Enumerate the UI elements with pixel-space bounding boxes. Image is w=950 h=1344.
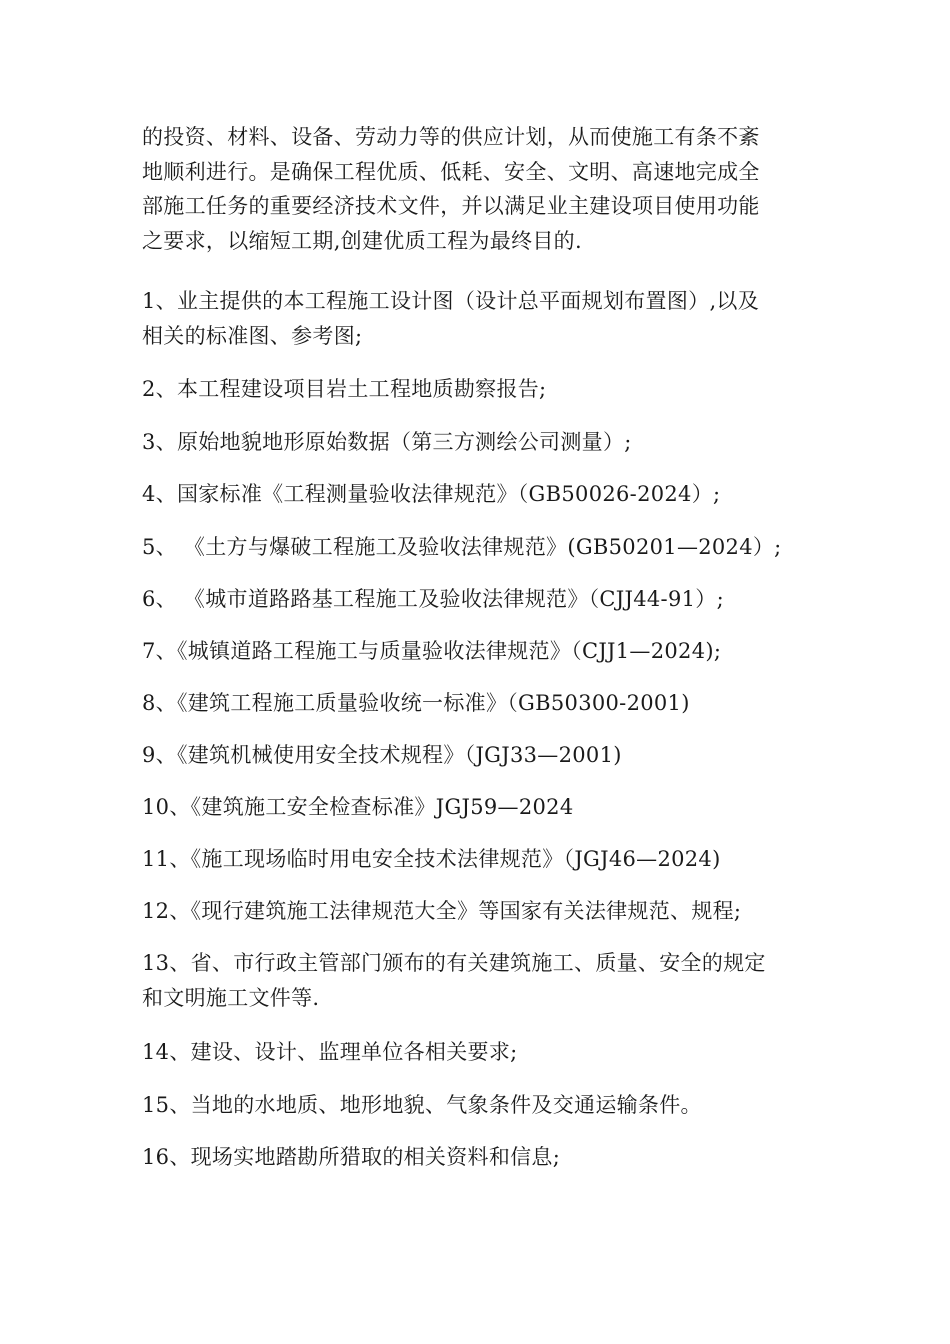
list-item-4	[142, 477, 822, 512]
list-item-text: 2、本工程建设项目岩土工程地质勘察报告;	[142, 377, 547, 401]
intro-paragraph	[142, 120, 822, 258]
intro-line: 地顺利进行。是确保工程优质、低耗、安全、文明、高速地完成全	[142, 159, 760, 184]
list-item-text: 6、 《城市道路路基工程施工及验收法律规范》（CJJ44-91）;	[142, 587, 724, 611]
list-item-12	[142, 894, 822, 929]
list-item-text: 9、《建筑机械使用安全技术规程》（JGJ33—2001)	[142, 743, 622, 767]
intro-line: 的投资、材料、设备、劳动力等的供应计划，从而使施工有条不紊	[142, 125, 760, 149]
list-item-13	[142, 946, 822, 1015]
list-item-text: 3、原始地貌地形原始数据（第三方测绘公司测量）;	[142, 430, 632, 454]
list-item-text: 10、《建筑施工安全检查标准》JGJ59—2024	[142, 795, 574, 819]
list-item-text: 5、 《土方与爆破工程施工及验收法律规范》(GB50201—2024）;	[142, 535, 782, 559]
intro-line: 部施工任务的重要经济技术文件，并以满足业主建设项目使用功能	[142, 194, 760, 218]
list-item-2	[142, 372, 822, 407]
list-item-text: 8、《建筑工程施工质量验收统一标准》（GB50300-2001)	[142, 691, 690, 715]
list-item-1	[142, 284, 822, 353]
list-item-11	[142, 842, 822, 877]
list-item-15	[142, 1088, 822, 1123]
list-item-6	[142, 582, 822, 617]
list-item-text: 14、建设、设计、监理单位各相关要求;	[142, 1040, 518, 1064]
list-item-10	[142, 790, 822, 825]
list-item-text: 4、国家标准《工程测量验收法律规范》（GB50026-2024）;	[142, 482, 721, 506]
intro-line: 之要求，以缩短工期,创建优质工程为最终目的.	[142, 228, 582, 253]
list-item-8	[142, 686, 822, 721]
list-item-14	[142, 1035, 822, 1070]
list-item-text: 11、《施工现场临时用电安全技术法律规范》（JGJ46—2024)	[142, 847, 721, 871]
list-item-5	[142, 530, 822, 565]
list-item-16	[142, 1140, 822, 1175]
list-item-text: 相关的标准图、参考图;	[142, 323, 363, 348]
list-item-text: 15、当地的水地质、地形地貌、气象条件及交通运输条件。	[142, 1093, 702, 1117]
list-item-9	[142, 738, 822, 773]
list-item-7	[142, 634, 822, 669]
list-item-text: 7、《城镇道路工程施工与质量验收法律规范》（CJJ1—2024);	[142, 639, 722, 663]
list-item-text: 12、《现行建筑施工法律规范大全》等国家有关法律规范、规程;	[142, 899, 742, 923]
list-item-3	[142, 425, 822, 460]
list-item-text: 16、现场实地踏勘所猎取的相关资料和信息;	[142, 1145, 561, 1169]
list-item-text: 和文明施工文件等.	[142, 985, 320, 1010]
list-item-text: 13、省、市行政主管部门颁布的有关建筑施工、质量、安全的规定	[142, 951, 766, 975]
list-item-text: 1、业主提供的本工程施工设计图（设计总平面规划布置图）,以及	[142, 289, 760, 313]
